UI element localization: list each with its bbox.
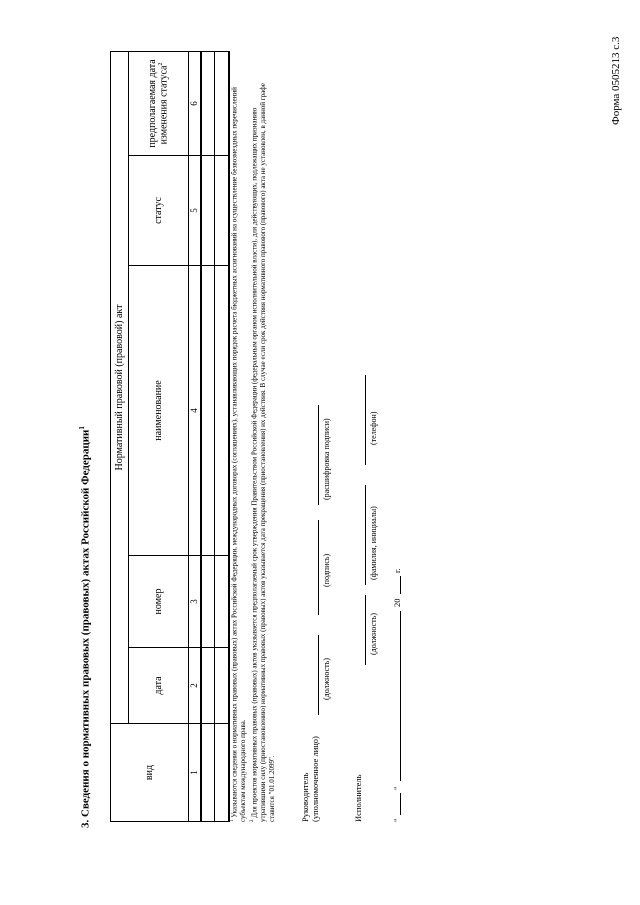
section-title <box>78 426 92 828</box>
header-predpolagaemaya-data <box>129 51 189 155</box>
header-nomer: номер <box>129 556 189 648</box>
footnote-2-mark: 2 <box>250 819 255 822</box>
footnote-2 <box>248 82 277 822</box>
cell[interactable] <box>201 648 215 724</box>
caption-dolzhnost-executor: (должность) <box>369 613 378 655</box>
legal-acts-table <box>110 51 230 822</box>
col-number-3: 3 <box>189 556 201 648</box>
caption-podpis: (подпись) <box>322 553 331 587</box>
header-status: статус <box>129 156 189 266</box>
cell[interactable] <box>201 556 215 648</box>
head-label-line2: (уполномоченное лицо) <box>310 736 320 822</box>
table-row <box>215 51 229 821</box>
cell[interactable] <box>215 51 229 155</box>
footnote-1 <box>228 82 248 822</box>
form-number: Форма 0505213 с.3 <box>610 36 622 125</box>
header-data: дата <box>129 648 189 724</box>
table-row <box>201 51 215 821</box>
head-signature-line[interactable] <box>318 520 319 615</box>
col-number-1: 1 <box>189 724 201 822</box>
caption-dolzhnost: (должность) <box>322 658 331 700</box>
cell[interactable] <box>201 266 215 556</box>
date-day-line[interactable] <box>400 793 401 815</box>
head-decode-line[interactable] <box>318 405 319 505</box>
cell[interactable] <box>201 51 215 155</box>
cell[interactable] <box>215 556 229 648</box>
col-number-2: 2 <box>189 648 201 724</box>
date-month-line[interactable] <box>400 611 401 781</box>
executor-phone-line[interactable] <box>365 375 366 465</box>
header-predpolagaemaya-text: предполагаемая дата изменения статуса <box>147 59 170 148</box>
section-title-text: 3. Сведения о нормативных правовых (правовых) актах Российской Федерации <box>79 429 92 828</box>
footnote-1-mark: 1 <box>230 819 235 822</box>
head-position-line[interactable] <box>318 635 319 715</box>
cell[interactable] <box>215 648 229 724</box>
date-open-quote: " <box>392 818 402 822</box>
executor-position-line[interactable] <box>365 595 366 665</box>
footnote-1-text: Указываются сведения о нормативных правовых (правовых) актах Российской Федерации, международных договорах (соглашениях), устанавливающих порядок расчета бюджетных ассигнований на осуществление безвозмездных перечислений субъектам международного права. <box>230 87 248 822</box>
footnote-2-text: Для проектов нормативных правовых (правовых) актов указывается предполагаемый срок утверждения Правительством Российской Федерации (федеральным органом исполнительной власти), для действующих, подлежащих признанию утратившими силу (приостановлению) нормативных правовых (правовых) актов указывается дата прекращения (приостановления) их действия. В случае если срок действия нормативного правового (правового) акта не установлен, в данной графе ставится "01.01.2099". <box>250 83 277 822</box>
header-naimenovanie: наименование <box>129 266 189 556</box>
caption-fio: (фамилия, инициалы) <box>369 506 378 580</box>
head-label <box>300 736 320 822</box>
head-label-line1: Руководитель <box>300 772 310 822</box>
cell[interactable] <box>201 156 215 266</box>
cell[interactable] <box>201 724 215 822</box>
header-group: Нормативный правовой (правовой) акт <box>111 51 129 723</box>
col-number-4: 4 <box>189 266 201 556</box>
date-year-prefix: 20 <box>392 598 402 607</box>
date-close-quote: " <box>392 786 402 790</box>
cell[interactable] <box>215 266 229 556</box>
section-title-footnote-mark: 1 <box>78 426 86 430</box>
header-vid: вид <box>111 724 189 822</box>
caption-rasshifrovka: (расшифровка подписи) <box>322 418 331 500</box>
header-predpolagaemaya-mark: 2 <box>158 62 165 66</box>
date-year-line[interactable] <box>400 576 401 594</box>
col-number-6: 6 <box>189 51 201 155</box>
caption-telefon: (телефон) <box>369 411 378 445</box>
cell[interactable] <box>215 724 229 822</box>
cell[interactable] <box>215 156 229 266</box>
executor-label: Исполнитель <box>353 774 363 822</box>
executor-name-line[interactable] <box>365 485 366 585</box>
col-number-5: 5 <box>189 156 201 266</box>
date-year-suffix: г. <box>392 568 402 573</box>
